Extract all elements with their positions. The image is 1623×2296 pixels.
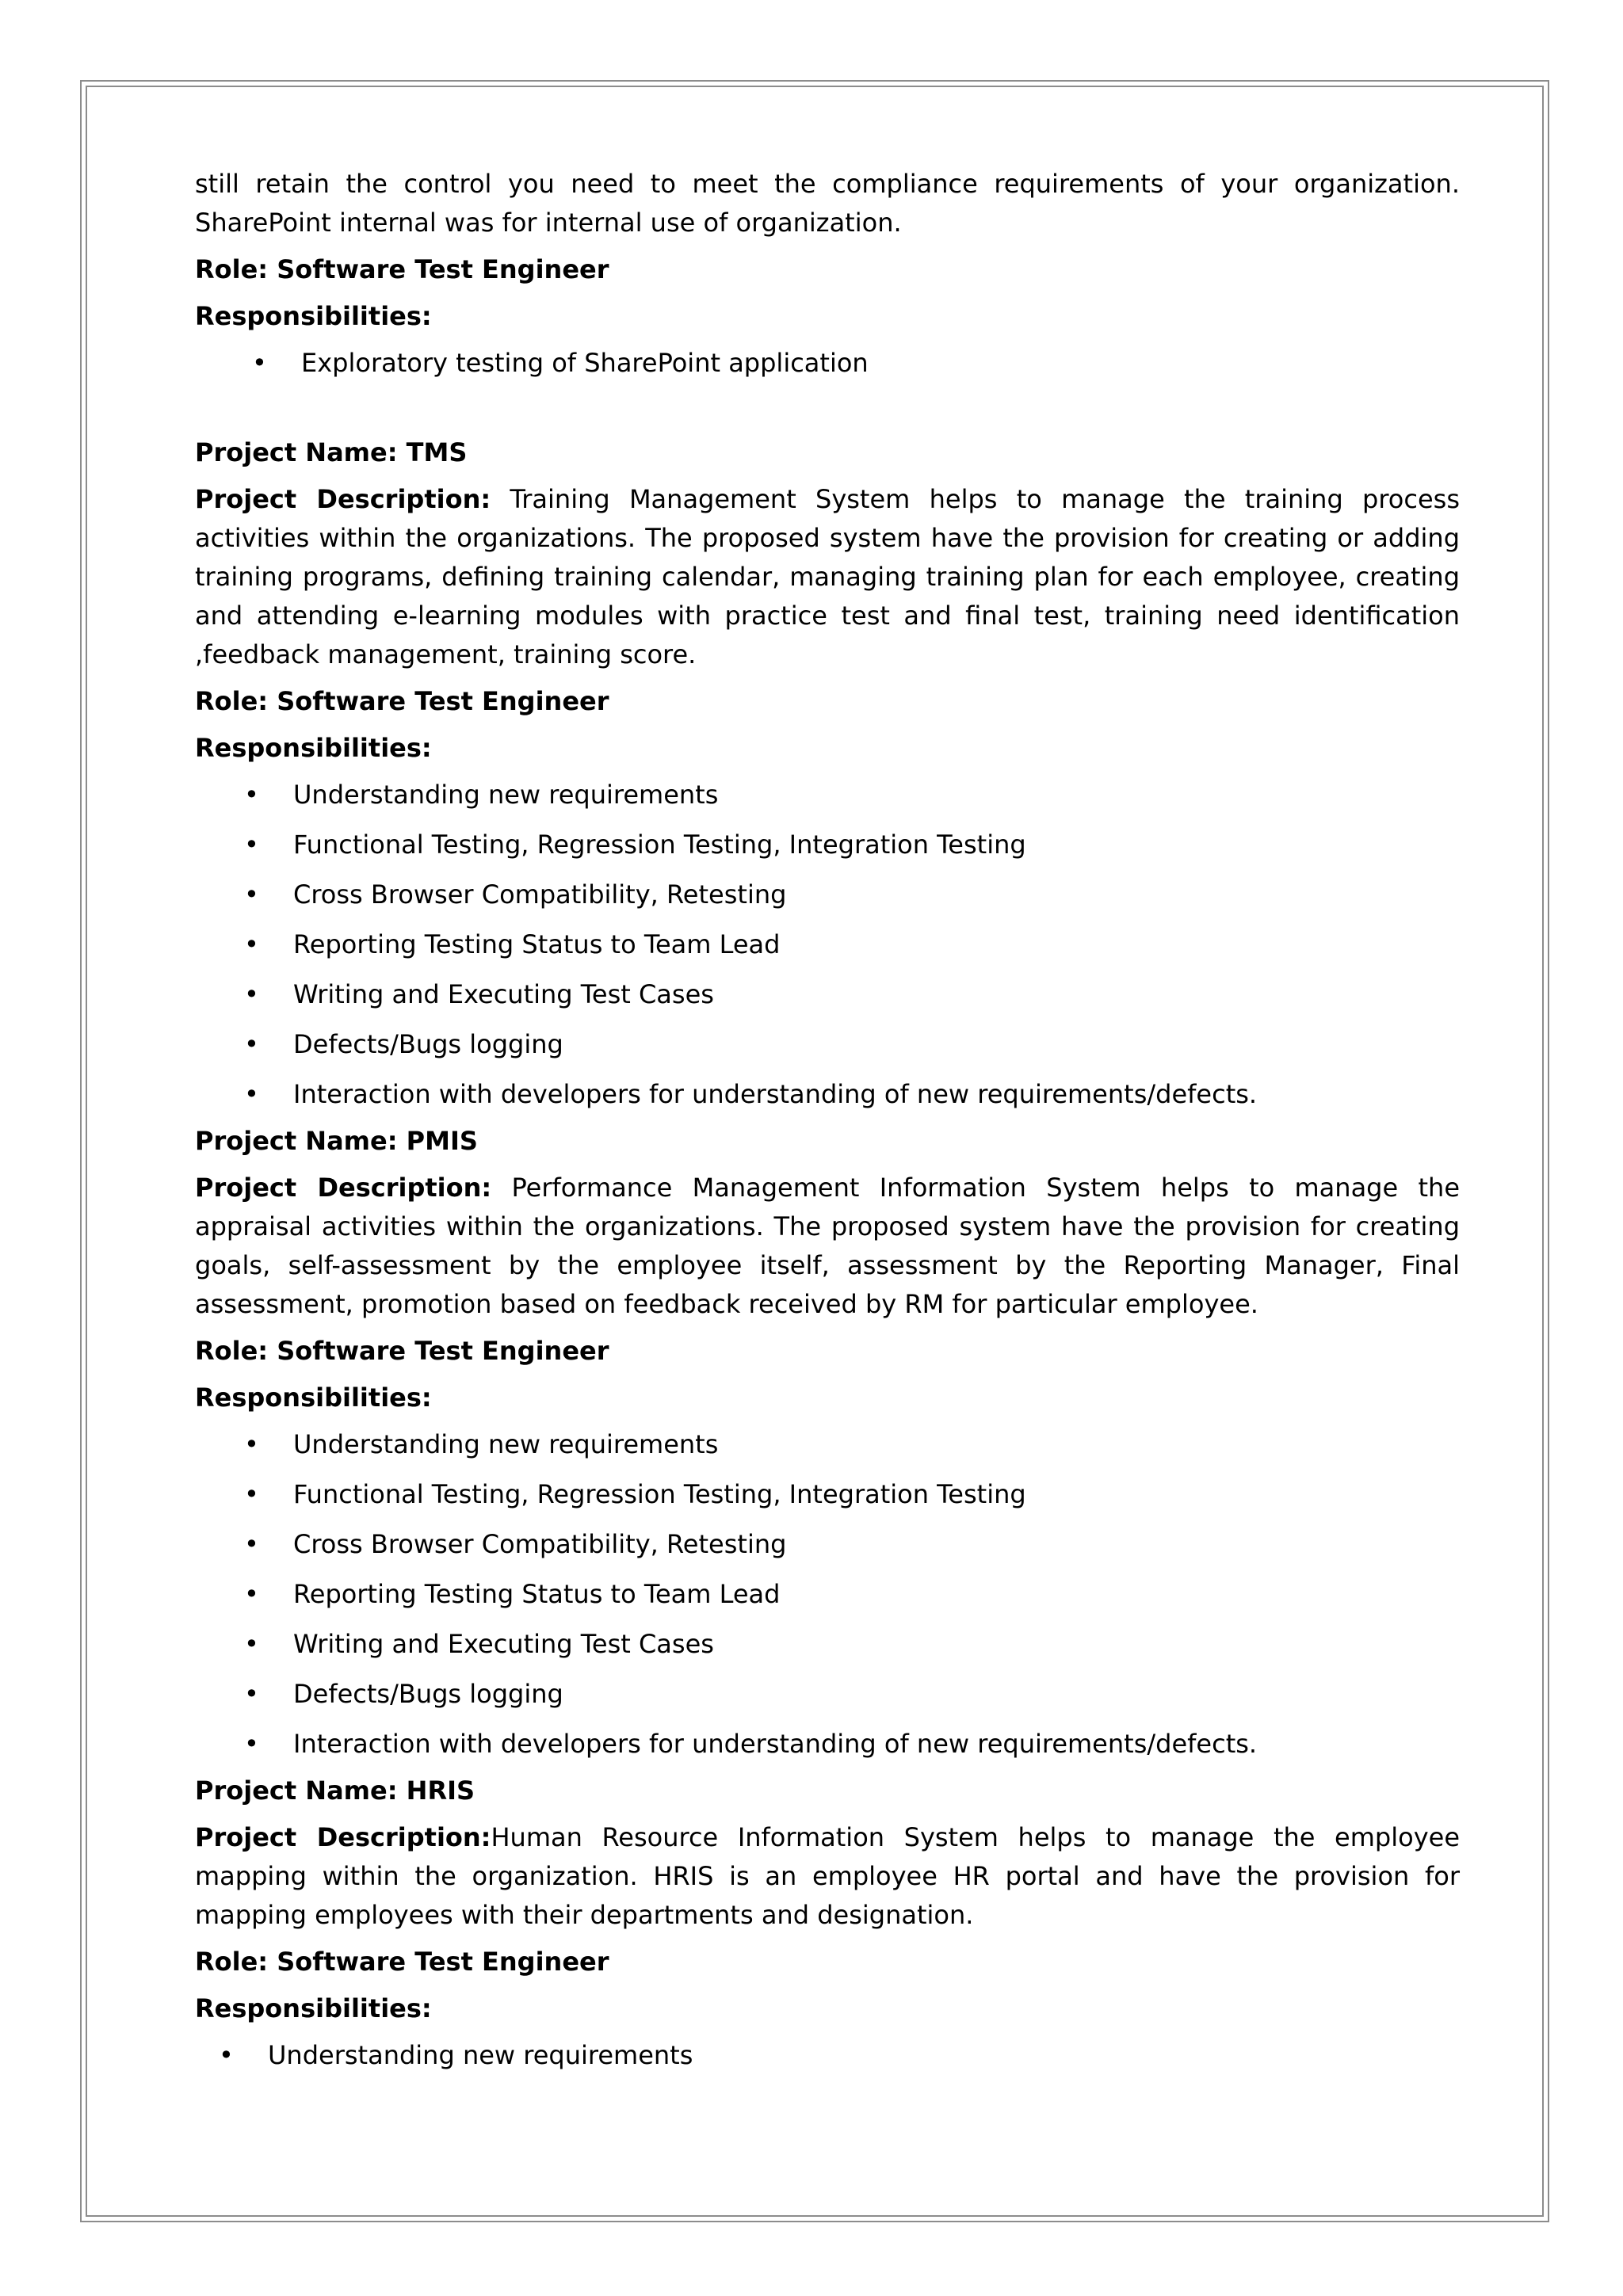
- sharepoint-responsibilities-list: [195, 344, 1460, 394]
- bullet-icon: •: [244, 1479, 259, 1509]
- pmis-responsibilities-heading: Responsibilities:: [195, 1383, 432, 1413]
- bullet-icon: •: [244, 1679, 259, 1709]
- hris-project-name: Project Name: HRIS: [195, 1775, 475, 1806]
- tms-description-text: Training Management System helps to manage the training process activities within the organizations. The proposed system have the provision for creating or adding training programs, defining training calendar, managing training plan for each employee, creating and attending e-learning modules with practice test and final test, training need identification ,feedback management, training score.: [195, 484, 1461, 669]
- tms-description-label: Project Description:: [195, 484, 491, 514]
- list-item: • Functional Testing, Regression Testing, Integration Testing: [195, 1475, 1460, 1525]
- tms-responsibilities-heading: Responsibilities:: [195, 733, 432, 763]
- bullet-icon: •: [244, 1029, 259, 1059]
- bullet-icon: •: [244, 780, 259, 810]
- list-item: • Understanding new requirements: [195, 776, 1460, 826]
- tms-project-name: Project Name: TMS: [195, 437, 468, 467]
- tms-role: Role: Software Test Engineer: [195, 686, 609, 716]
- list-item: • Understanding new requirements: [195, 2036, 1460, 2086]
- hris-responsibilities-heading: Responsibilities:: [195, 1993, 432, 2023]
- intro-line-2: SharePoint internal was for internal use of organization.: [195, 208, 902, 238]
- list-item: • Defects/Bugs logging: [195, 1675, 1460, 1725]
- bullet-icon: •: [244, 1729, 259, 1759]
- sharepoint-role: Role: Software Test Engineer: [195, 254, 609, 284]
- bullet-icon: •: [252, 348, 267, 378]
- bullet-icon: •: [244, 979, 259, 1009]
- list-item: • Cross Browser Compatibility, Retesting: [195, 1525, 1460, 1575]
- list-item: • Cross Browser Compatibility, Retesting: [195, 875, 1460, 925]
- pmis-role: Role: Software Test Engineer: [195, 1336, 609, 1366]
- list-item: • Writing and Executing Test Cases: [195, 975, 1460, 1025]
- hris-role: Role: Software Test Engineer: [195, 1947, 609, 1977]
- bullet-icon: •: [219, 2040, 234, 2070]
- pmis-responsibilities-list: [195, 1425, 1460, 1764]
- bullet-icon: •: [244, 830, 259, 860]
- hris-description-label: Project Description:: [195, 1822, 491, 1852]
- pmis-description-label: Project Description:: [195, 1173, 492, 1203]
- bullet-icon: •: [244, 1079, 259, 1109]
- bullet-icon: •: [244, 1579, 259, 1609]
- bullet-icon: •: [244, 879, 259, 910]
- bullet-icon: •: [244, 1629, 259, 1659]
- tms-responsibilities-list: [195, 776, 1460, 1114]
- document-body: [195, 165, 1460, 2086]
- bullet-icon: •: [244, 1529, 259, 1559]
- list-item: • Interaction with developers for understanding of new requirements/defects.: [195, 1725, 1460, 1764]
- pmis-project-description: [195, 1169, 1460, 1324]
- list-item: • Writing and Executing Test Cases: [195, 1625, 1460, 1675]
- tms-project-description: [195, 480, 1460, 674]
- hris-responsibilities-list: [195, 2036, 1460, 2086]
- bullet-icon: •: [244, 1429, 259, 1459]
- list-item: • Exploratory testing of SharePoint application: [195, 344, 1460, 394]
- pmis-project-name: Project Name: PMIS: [195, 1126, 478, 1156]
- list-item: • Functional Testing, Regression Testing, Integration Testing: [195, 826, 1460, 875]
- list-item: • Understanding new requirements: [195, 1425, 1460, 1475]
- pmis-description-text: Performance Management Information System helps to manage the appraisal activities within the organizations. The proposed system have the provision for creating goals, self-assessment by the employee itself, assessment by the Reporting Manager, Final assessment, promotion based on feedback received by RM for particular employee.: [195, 1173, 1460, 1319]
- list-item: • Defects/Bugs logging: [195, 1025, 1460, 1075]
- hris-description-text: Human Resource Information System helps to manage the employee mapping within the organization. HRIS is an employee HR portal and have the provision for mapping employees with their departments and designation.: [195, 1822, 1461, 1930]
- intro-line-1: still retain the control you need to meet the compliance requirements of your organization.: [195, 169, 1460, 199]
- hris-project-description: [195, 1818, 1460, 1935]
- list-item: • Reporting Testing Status to Team Lead: [195, 925, 1460, 975]
- list-item: • Interaction with developers for understanding of new requirements/defects.: [195, 1075, 1460, 1114]
- list-item: • Reporting Testing Status to Team Lead: [195, 1575, 1460, 1625]
- bullet-icon: •: [244, 929, 259, 959]
- sharepoint-responsibilities-heading: Responsibilities:: [195, 301, 432, 331]
